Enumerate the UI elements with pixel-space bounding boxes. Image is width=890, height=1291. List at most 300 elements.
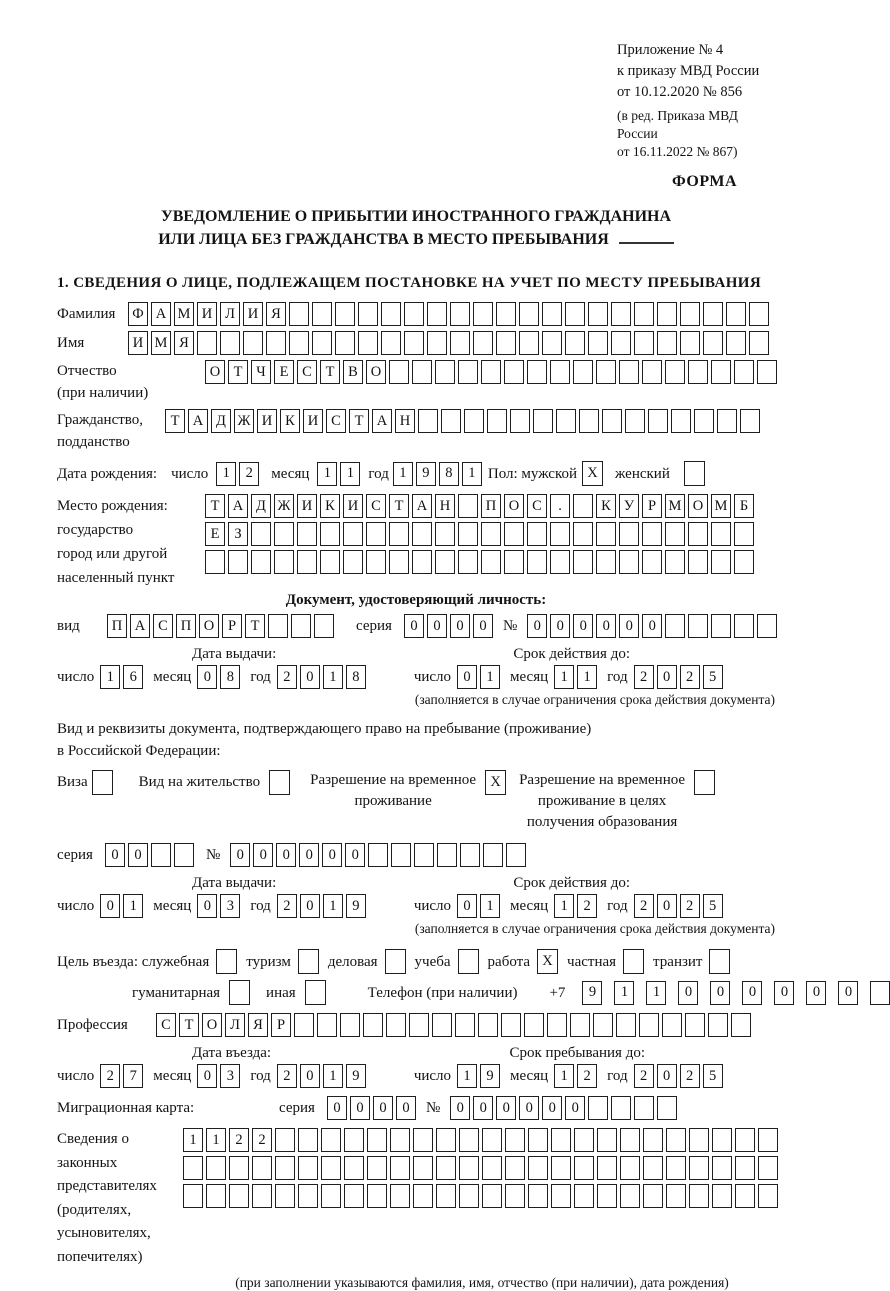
char-cell[interactable] [243,331,263,355]
checkbox-work[interactable]: X [537,949,558,974]
char-cell[interactable] [412,522,432,546]
char-cell[interactable] [367,1128,387,1152]
char-cell[interactable] [197,331,217,355]
char-cell[interactable] [527,522,547,546]
char-cell[interactable] [320,550,340,574]
char-cell[interactable] [573,360,593,384]
char-cell[interactable] [711,360,731,384]
char-cell[interactable]: 0 [253,843,273,867]
char-cell[interactable]: И [197,302,217,326]
char-cell[interactable] [542,302,562,326]
char-cell[interactable]: П [176,614,196,638]
char-cell[interactable]: 0 [565,1096,585,1120]
char-cell[interactable]: 0 [573,614,593,638]
char-cell[interactable]: 1 [480,894,500,918]
char-cell[interactable] [528,1128,548,1152]
char-cell[interactable] [289,331,309,355]
char-cell[interactable]: М [665,494,685,518]
char-cell[interactable] [481,360,501,384]
char-cell[interactable] [665,360,685,384]
char-cell[interactable] [458,522,478,546]
char-cell[interactable] [473,331,493,355]
char-cell[interactable] [367,1184,387,1208]
char-cell[interactable] [297,550,317,574]
char-cell[interactable] [527,360,547,384]
char-cell[interactable] [389,522,409,546]
char-cell[interactable]: К [596,494,616,518]
char-cell[interactable]: 9 [480,1064,500,1088]
checkbox-official[interactable] [216,949,237,974]
char-cell[interactable]: Я [248,1013,268,1037]
char-cell[interactable]: 9 [346,894,366,918]
char-cell[interactable] [505,1156,525,1180]
char-cell[interactable] [619,550,639,574]
char-cell[interactable] [251,522,271,546]
char-cell[interactable] [758,1156,778,1180]
char-cell[interactable] [734,522,754,546]
char-cell[interactable] [441,409,461,433]
char-cell[interactable]: О [688,494,708,518]
char-cell[interactable] [758,1184,778,1208]
char-cell[interactable]: С [153,614,173,638]
char-cell[interactable] [252,1184,272,1208]
char-cell[interactable] [749,331,769,355]
char-cell[interactable] [505,1128,525,1152]
char-cell[interactable] [312,302,332,326]
char-cell[interactable]: 0 [742,981,762,1005]
char-cell[interactable] [642,360,662,384]
checkbox-visa[interactable] [92,770,113,795]
char-cell[interactable]: Р [642,494,662,518]
char-cell[interactable]: 0 [496,1096,516,1120]
char-cell[interactable]: П [107,614,127,638]
char-cell[interactable] [550,550,570,574]
char-cell[interactable] [435,550,455,574]
char-cell[interactable]: И [343,494,363,518]
char-cell[interactable] [731,1013,751,1037]
char-cell[interactable] [758,1128,778,1152]
char-cell[interactable] [666,1156,686,1180]
char-cell[interactable] [504,522,524,546]
char-cell[interactable]: М [174,302,194,326]
char-cell[interactable] [459,1156,479,1180]
char-cell[interactable] [694,409,714,433]
char-cell[interactable] [414,843,434,867]
char-cell[interactable]: 2 [239,462,259,486]
char-cell[interactable] [340,1013,360,1037]
checkbox-transit[interactable] [709,949,730,974]
char-cell[interactable] [597,1128,617,1152]
char-cell[interactable]: 0 [550,614,570,638]
char-cell[interactable] [294,1013,314,1037]
char-cell[interactable]: А [412,494,432,518]
char-cell[interactable] [459,1128,479,1152]
char-cell[interactable] [504,550,524,574]
char-cell[interactable]: М [151,331,171,355]
char-cell[interactable]: 2 [252,1128,272,1152]
char-cell[interactable] [528,1156,548,1180]
char-cell[interactable] [358,302,378,326]
char-cell[interactable] [680,302,700,326]
char-cell[interactable] [473,302,493,326]
char-cell[interactable] [611,331,631,355]
char-cell[interactable]: 1 [480,665,500,689]
char-cell[interactable]: 0 [657,665,677,689]
char-cell[interactable] [343,550,363,574]
char-cell[interactable]: 0 [642,614,662,638]
char-cell[interactable]: У [619,494,639,518]
char-cell[interactable] [275,1156,295,1180]
char-cell[interactable]: Д [251,494,271,518]
char-cell[interactable] [251,550,271,574]
char-cell[interactable]: 0 [404,614,424,638]
char-cell[interactable] [712,1184,732,1208]
char-cell[interactable] [481,522,501,546]
char-cell[interactable]: 1 [614,981,634,1005]
char-cell[interactable] [174,843,194,867]
char-cell[interactable] [712,1156,732,1180]
char-cell[interactable]: И [257,409,277,433]
char-cell[interactable] [551,1184,571,1208]
char-cell[interactable] [183,1156,203,1180]
char-cell[interactable]: Е [274,360,294,384]
char-cell[interactable] [726,331,746,355]
char-cell[interactable] [321,1128,341,1152]
char-cell[interactable]: 0 [473,614,493,638]
char-cell[interactable]: Т [228,360,248,384]
char-cell[interactable] [409,1013,429,1037]
char-cell[interactable]: 0 [350,1096,370,1120]
char-cell[interactable] [570,1013,590,1037]
char-cell[interactable] [268,614,288,638]
char-cell[interactable]: 3 [220,1064,240,1088]
char-cell[interactable]: 8 [439,462,459,486]
char-cell[interactable] [321,1184,341,1208]
char-cell[interactable]: 0 [427,614,447,638]
char-cell[interactable] [565,302,585,326]
char-cell[interactable] [366,522,386,546]
char-cell[interactable] [501,1013,521,1037]
char-cell[interactable] [481,550,501,574]
char-cell[interactable] [619,360,639,384]
char-cell[interactable] [550,522,570,546]
char-cell[interactable]: С [527,494,547,518]
char-cell[interactable]: 5 [703,665,723,689]
char-cell[interactable] [298,1184,318,1208]
char-cell[interactable] [551,1128,571,1152]
char-cell[interactable]: 0 [619,614,639,638]
char-cell[interactable] [274,522,294,546]
char-cell[interactable] [450,302,470,326]
char-cell[interactable] [711,614,731,638]
char-cell[interactable]: Т [349,409,369,433]
char-cell[interactable] [634,302,654,326]
char-cell[interactable] [565,331,585,355]
char-cell[interactable] [648,409,668,433]
char-cell[interactable]: 0 [345,843,365,867]
char-cell[interactable]: 2 [634,1064,654,1088]
char-cell[interactable] [625,409,645,433]
char-cell[interactable]: 9 [582,981,602,1005]
char-cell[interactable]: А [228,494,248,518]
char-cell[interactable] [596,550,616,574]
char-cell[interactable]: Т [179,1013,199,1037]
char-cell[interactable] [703,331,723,355]
char-cell[interactable] [573,494,593,518]
char-cell[interactable]: 0 [197,665,217,689]
char-cell[interactable]: 0 [300,894,320,918]
char-cell[interactable]: Б [734,494,754,518]
char-cell[interactable]: 2 [277,894,297,918]
char-cell[interactable]: С [366,494,386,518]
char-cell[interactable]: 0 [450,1096,470,1120]
char-cell[interactable] [519,302,539,326]
char-cell[interactable]: 1 [577,665,597,689]
char-cell[interactable]: Я [266,302,286,326]
char-cell[interactable]: А [130,614,150,638]
char-cell[interactable] [390,1184,410,1208]
char-cell[interactable] [320,522,340,546]
char-cell[interactable] [206,1184,226,1208]
char-cell[interactable]: 1 [100,665,120,689]
char-cell[interactable] [363,1013,383,1037]
char-cell[interactable] [297,522,317,546]
char-cell[interactable] [437,843,457,867]
char-cell[interactable] [413,1128,433,1152]
char-cell[interactable]: 5 [703,1064,723,1088]
char-cell[interactable] [220,331,240,355]
char-cell[interactable]: Ж [234,409,254,433]
char-cell[interactable] [671,409,691,433]
char-cell[interactable] [533,409,553,433]
char-cell[interactable] [458,494,478,518]
char-cell[interactable] [464,409,484,433]
char-cell[interactable] [275,1184,295,1208]
char-cell[interactable] [703,302,723,326]
char-cell[interactable] [314,614,334,638]
char-cell[interactable]: 0 [527,614,547,638]
char-cell[interactable]: 1 [216,462,236,486]
char-cell[interactable]: 0 [230,843,250,867]
char-cell[interactable] [574,1156,594,1180]
char-cell[interactable]: О [202,1013,222,1037]
char-cell[interactable]: А [188,409,208,433]
char-cell[interactable] [436,1156,456,1180]
checkbox-business[interactable] [385,949,406,974]
char-cell[interactable]: К [320,494,340,518]
char-cell[interactable]: 8 [346,665,366,689]
char-cell[interactable]: 0 [128,843,148,867]
char-cell[interactable] [391,843,411,867]
char-cell[interactable] [344,1128,364,1152]
char-cell[interactable] [482,1128,502,1152]
char-cell[interactable] [519,331,539,355]
char-cell[interactable] [657,302,677,326]
char-cell[interactable]: О [504,494,524,518]
char-cell[interactable] [228,550,248,574]
char-cell[interactable] [665,614,685,638]
char-cell[interactable] [757,360,777,384]
char-cell[interactable]: 0 [373,1096,393,1120]
checkbox-study[interactable] [458,949,479,974]
char-cell[interactable] [496,302,516,326]
char-cell[interactable] [389,360,409,384]
char-cell[interactable]: И [303,409,323,433]
char-cell[interactable] [734,360,754,384]
char-cell[interactable]: Т [245,614,265,638]
char-cell[interactable] [358,331,378,355]
char-cell[interactable]: 0 [457,894,477,918]
char-cell[interactable] [343,522,363,546]
char-cell[interactable] [317,1013,337,1037]
char-cell[interactable] [639,1013,659,1037]
char-cell[interactable]: 1 [323,894,343,918]
char-cell[interactable] [711,550,731,574]
char-cell[interactable]: 0 [322,843,342,867]
char-cell[interactable]: 2 [680,894,700,918]
char-cell[interactable]: 0 [657,1064,677,1088]
char-cell[interactable] [510,409,530,433]
char-cell[interactable]: 1 [554,665,574,689]
char-cell[interactable] [620,1156,640,1180]
char-cell[interactable] [666,1128,686,1152]
char-cell[interactable] [666,1184,686,1208]
char-cell[interactable]: Л [220,302,240,326]
char-cell[interactable]: 0 [299,843,319,867]
char-cell[interactable] [734,614,754,638]
char-cell[interactable] [390,1128,410,1152]
char-cell[interactable]: Я [174,331,194,355]
char-cell[interactable]: 7 [123,1064,143,1088]
char-cell[interactable]: Т [320,360,340,384]
char-cell[interactable]: 0 [276,843,296,867]
char-cell[interactable] [643,1128,663,1152]
char-cell[interactable] [413,1184,433,1208]
char-cell[interactable] [602,409,622,433]
char-cell[interactable]: Н [395,409,415,433]
char-cell[interactable]: Л [225,1013,245,1037]
char-cell[interactable]: 0 [596,614,616,638]
char-cell[interactable]: 1 [462,462,482,486]
char-cell[interactable] [505,1184,525,1208]
char-cell[interactable] [688,614,708,638]
char-cell[interactable]: 1 [323,1064,343,1088]
char-cell[interactable]: 8 [220,665,240,689]
char-cell[interactable]: 1 [206,1128,226,1152]
char-cell[interactable]: З [228,522,248,546]
char-cell[interactable]: 0 [327,1096,347,1120]
char-cell[interactable] [504,360,524,384]
char-cell[interactable]: 0 [519,1096,539,1120]
char-cell[interactable] [616,1013,636,1037]
char-cell[interactable] [620,1184,640,1208]
char-cell[interactable]: 0 [710,981,730,1005]
char-cell[interactable]: 1 [646,981,666,1005]
char-cell[interactable] [688,360,708,384]
char-cell[interactable] [183,1184,203,1208]
char-cell[interactable]: К [280,409,300,433]
char-cell[interactable]: 2 [680,665,700,689]
char-cell[interactable] [459,1184,479,1208]
char-cell[interactable]: Т [165,409,185,433]
char-cell[interactable] [574,1128,594,1152]
char-cell[interactable] [620,1128,640,1152]
char-cell[interactable]: И [128,331,148,355]
char-cell[interactable]: П [481,494,501,518]
char-cell[interactable]: 2 [277,1064,297,1088]
char-cell[interactable] [412,550,432,574]
char-cell[interactable]: . [550,494,570,518]
char-cell[interactable] [527,550,547,574]
char-cell[interactable]: 1 [393,462,413,486]
char-cell[interactable] [344,1184,364,1208]
char-cell[interactable]: 2 [100,1064,120,1088]
char-cell[interactable]: О [366,360,386,384]
char-cell[interactable] [688,550,708,574]
char-cell[interactable]: 9 [346,1064,366,1088]
char-cell[interactable] [436,1128,456,1152]
char-cell[interactable] [579,409,599,433]
char-cell[interactable] [665,522,685,546]
checkbox-sex-male[interactable]: X [582,461,603,486]
char-cell[interactable] [335,331,355,355]
char-cell[interactable] [427,302,447,326]
char-cell[interactable]: М [711,494,731,518]
char-cell[interactable]: 0 [774,981,794,1005]
char-cell[interactable] [487,409,507,433]
char-cell[interactable]: А [372,409,392,433]
char-cell[interactable]: 5 [703,894,723,918]
char-cell[interactable] [689,1128,709,1152]
char-cell[interactable]: Р [222,614,242,638]
char-cell[interactable] [689,1184,709,1208]
char-cell[interactable] [588,1096,608,1120]
char-cell[interactable] [418,409,438,433]
char-cell[interactable]: С [156,1013,176,1037]
char-cell[interactable]: 2 [577,894,597,918]
char-cell[interactable] [596,360,616,384]
char-cell[interactable]: О [205,360,225,384]
char-cell[interactable]: Р [271,1013,291,1037]
char-cell[interactable] [496,331,516,355]
char-cell[interactable]: 0 [396,1096,416,1120]
char-cell[interactable]: О [199,614,219,638]
char-cell[interactable]: 1 [317,462,337,486]
char-cell[interactable] [735,1128,755,1152]
char-cell[interactable]: 1 [554,894,574,918]
char-cell[interactable]: 1 [457,1064,477,1088]
char-cell[interactable] [506,843,526,867]
char-cell[interactable]: 2 [277,665,297,689]
char-cell[interactable] [335,302,355,326]
char-cell[interactable] [386,1013,406,1037]
char-cell[interactable] [381,302,401,326]
char-cell[interactable]: С [297,360,317,384]
char-cell[interactable] [685,1013,705,1037]
char-cell[interactable] [593,1013,613,1037]
char-cell[interactable] [432,1013,452,1037]
char-cell[interactable] [547,1013,567,1037]
char-cell[interactable]: 0 [838,981,858,1005]
char-cell[interactable]: Ж [274,494,294,518]
char-cell[interactable]: Ф [128,302,148,326]
char-cell[interactable]: 0 [657,894,677,918]
char-cell[interactable] [427,331,447,355]
char-cell[interactable]: 2 [680,1064,700,1088]
char-cell[interactable] [321,1156,341,1180]
char-cell[interactable]: 2 [229,1128,249,1152]
char-cell[interactable] [528,1184,548,1208]
